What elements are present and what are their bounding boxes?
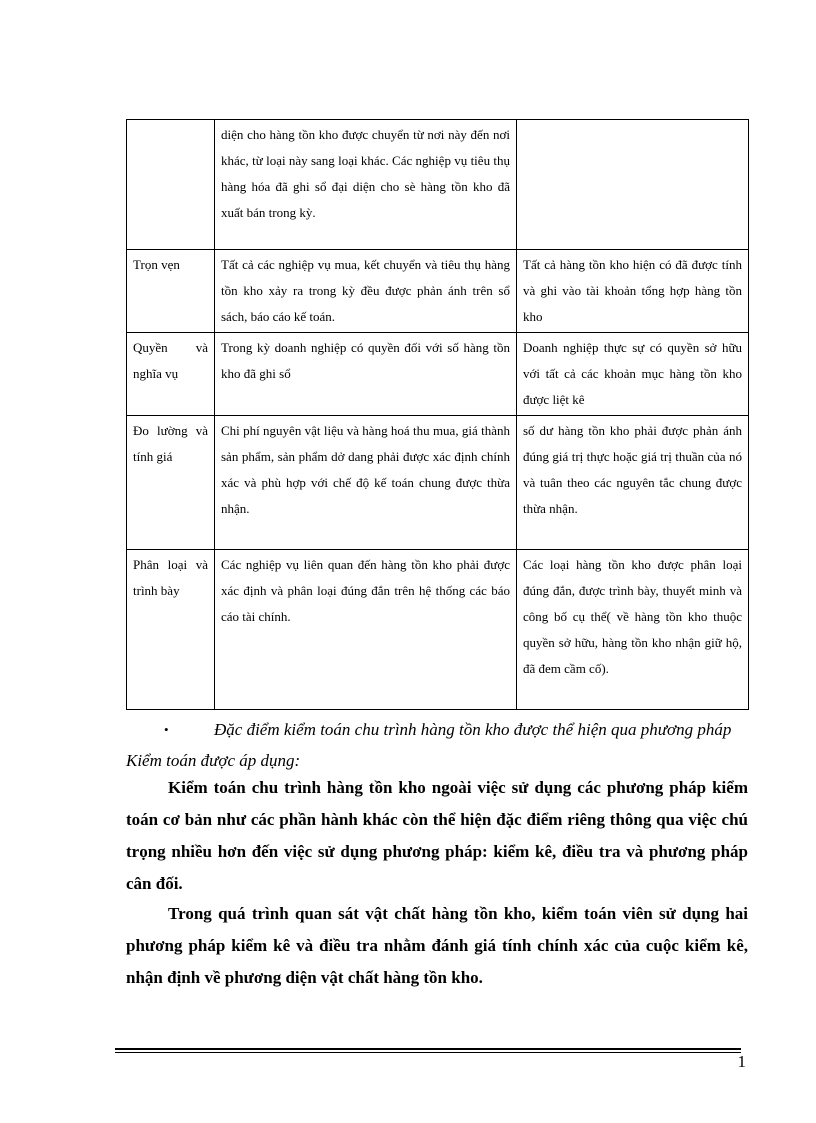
transaction-objective-cell: Chi phí nguyên vật liệu và hàng hoá thu mua, giá thành sản phẩm, sản phẩm dở dang phải được xác định chính xác và phù hợp với chế độ kế toán chung được thừa nhận. [215, 416, 517, 550]
transaction-objective-cell: Các nghiệp vụ liên quan đến hàng tồn kho phải được xác định và phân loại đúng đắn trên hệ thống các báo cáo tài chính. [215, 550, 517, 710]
balance-objective-cell: Tất cả hàng tồn kho hiện có đã được tính và ghi vào tài khoản tổng hợp hàng tồn kho [517, 250, 749, 333]
criterion-cell: Đo lường và tính giá [127, 416, 215, 550]
bullet-heading [126, 714, 748, 776]
balance-objective-cell: Các loại hàng tồn kho được phân loại đúng đắn, được trình bày, thuyết minh và công bố cụ thể( về hàng tồn kho thuộc quyền sở hữu, hàng tồn kho nhận giữ hộ, đã đem cầm cố). [517, 550, 749, 710]
criterion-cell: Phân loại và trình bày [127, 550, 215, 710]
footer-rule-thick [115, 1048, 741, 1050]
balance-objective-cell: số dư hàng tồn kho phải được phản ánh đúng giá trị thực hoặc giá trị thuần của nó và tuân theo các nguyên tắc chung được thừa nhận. [517, 416, 749, 550]
balance-objective-cell: Doanh nghiệp thực sự có quyền sở hữu với tất cả các khoản mục hàng tồn kho được liệt kê [517, 333, 749, 416]
body-paragraph: Trong quá trình quan sát vật chất hàng tồn kho, kiểm toán viên sử dụng hai phương pháp kiểm kê và điều tra nhằm đánh giá tính chính xác của cuộc kiểm kê, nhận định về phương diện vật chất hàng tồn kho. [126, 904, 748, 987]
balance-objective-cell [517, 120, 749, 250]
transaction-objective-cell: Trong kỳ doanh nghiệp có quyền đối với số hàng tồn kho đã ghi sổ [215, 333, 517, 416]
transaction-objective-cell: diện cho hàng tồn kho được chuyển từ nơi này đến nơi khác, từ loại này sang loại khác. Các nghiệp vụ tiêu thụ hàng hóa đã ghi sổ đại diện cho sè hàng tồn kho đã xuất bán trong kỳ. [215, 120, 517, 250]
criterion-cell: Trọn vẹn [127, 250, 215, 333]
table-row [127, 250, 749, 333]
transaction-objective-cell: Tất cả các nghiệp vụ mua, kết chuyển và tiêu thụ hàng tồn kho xảy ra trong kỳ đều được phản ánh trên sổ sách, báo cáo kế toán. [215, 250, 517, 333]
criterion-cell: Quyền và nghĩa vụ [127, 333, 215, 416]
criterion-cell [127, 120, 215, 250]
bullet-symbol: • [164, 722, 169, 737]
bullet-heading-text: Đặc điểm kiểm toán chu trình hàng tồn kho được thể hiện qua phương pháp Kiểm toán được áp dụng: [126, 720, 732, 770]
table-row [127, 416, 749, 550]
page-number: 1 [737, 1052, 746, 1071]
audit-objectives-table [126, 119, 749, 710]
footer-rule-thin [115, 1052, 741, 1053]
table-row [127, 550, 749, 710]
table-row [127, 333, 749, 416]
table-row [127, 120, 749, 250]
body-paragraph: Kiểm toán chu trình hàng tồn kho ngoài việc sử dụng các phương pháp kiểm toán cơ bản như các phần hành khác còn thể hiện đặc điểm riêng thông qua việc chú trọng nhiều hơn đến việc sử dụng phương pháp: kiểm kê, điều tra và phương pháp cân đối. [126, 778, 748, 893]
